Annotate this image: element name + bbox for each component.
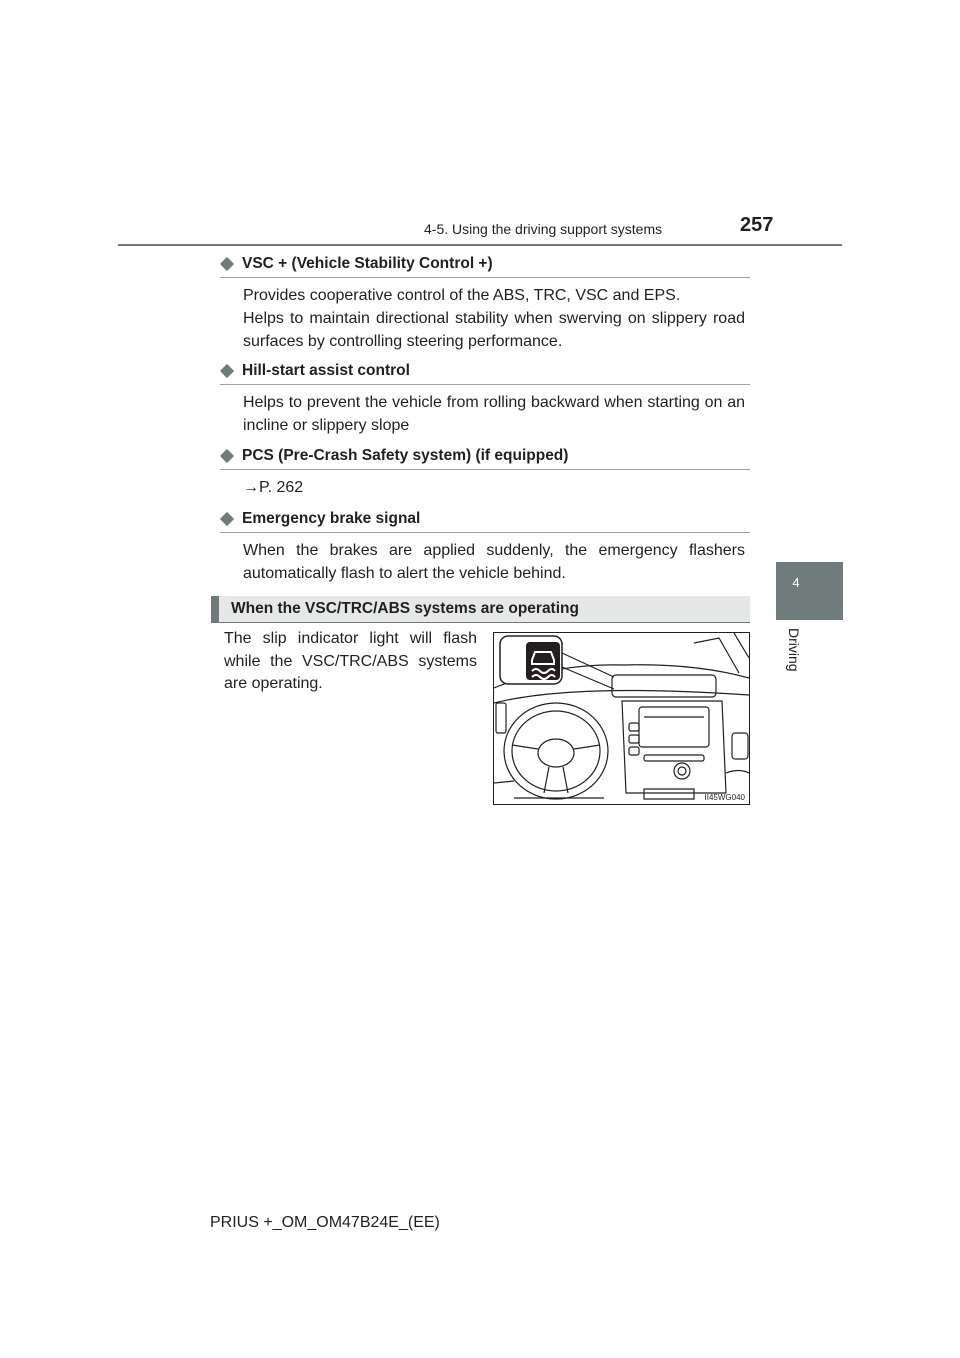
dashboard-drawing [494, 633, 749, 804]
section-title: When the VSC/TRC/ABS systems are operating [231, 600, 579, 617]
item-heading-vsc [220, 255, 493, 273]
document-id: PRIUS +_OM_OM47B24E_(EE) [210, 1214, 440, 1231]
header-section-title: 4-5. Using the driving support systems [424, 221, 663, 237]
page-number: 257 [740, 214, 774, 236]
item-heading-text: Hill-start assist control [242, 362, 410, 379]
diamond-bullet-icon [220, 257, 234, 271]
item-heading-text: Emergency brake signal [242, 510, 421, 527]
heading-rule [220, 532, 750, 533]
chapter-number: 4 [792, 575, 800, 590]
item-text: Provides cooperative control of the ABS, TRC, VSC and EPS. [243, 287, 681, 304]
diamond-bullet-icon [220, 364, 234, 378]
chapter-tab [776, 562, 843, 620]
header-rule [118, 244, 842, 246]
item-heading-emergency-brake [220, 510, 420, 528]
item-text: Helps to prevent the vehicle from rolling backward when starting on an incline or slippery slope [243, 394, 745, 434]
illustration-code: II45WG040 [704, 793, 745, 802]
section-rule [211, 622, 750, 623]
dashboard-illustration [493, 632, 750, 805]
item-heading-text: VSC + (Vehicle Stability Control +) [242, 255, 493, 272]
page-reference: →P. 262 [243, 479, 304, 496]
item-text: Helps to maintain directional stability when swerving on slippery road surfaces by controlling steering performance. [243, 310, 745, 350]
heading-rule [220, 277, 750, 278]
item-heading-text: PCS (Pre-Crash Safety system) (if equipped) [242, 447, 569, 464]
chapter-label: Driving [786, 628, 802, 672]
item-heading-pcs [220, 447, 568, 465]
item-heading-hill-start [220, 362, 410, 380]
chapter-label-wrap [778, 628, 810, 688]
heading-rule [220, 384, 750, 385]
diamond-bullet-icon [220, 512, 234, 526]
heading-rule [220, 469, 750, 470]
item-text: When the brakes are applied suddenly, the emergency flashers automatically flash to alert the vehicle behind. [243, 542, 745, 582]
section-title-bar [211, 596, 750, 622]
diamond-bullet-icon [220, 449, 234, 463]
section-text: The slip indicator light will flash while the VSC/TRC/ABS systems are operating. [224, 630, 477, 692]
